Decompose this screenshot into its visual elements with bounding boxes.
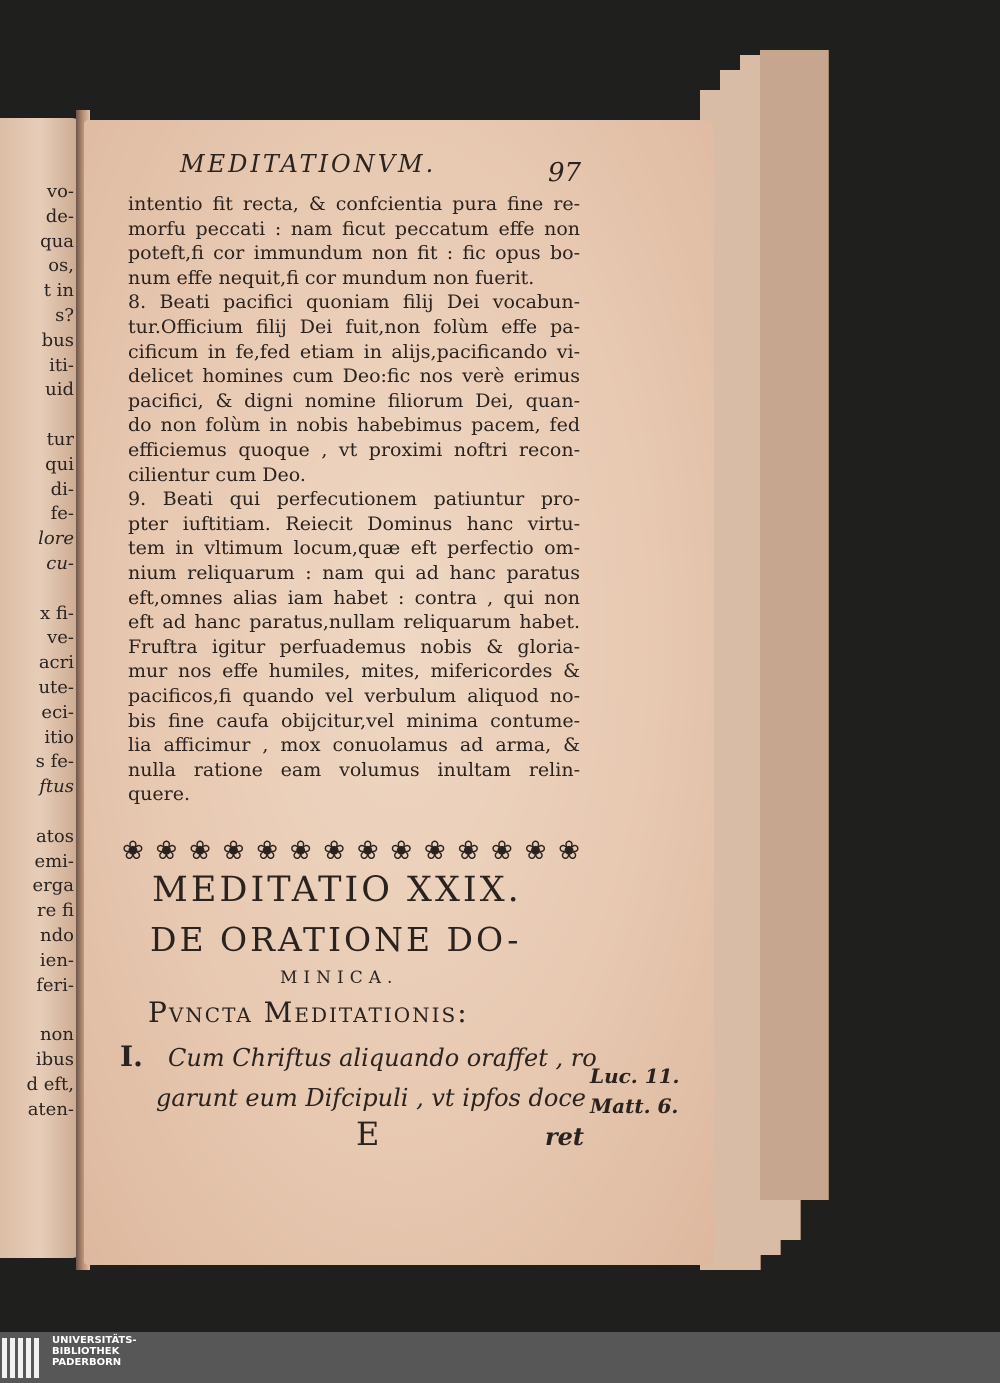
left-page-line: lore xyxy=(38,528,74,550)
left-page-line: erga xyxy=(32,875,74,897)
left-page-line: x fi- xyxy=(40,602,74,624)
running-title: MEDITATIONVM. xyxy=(180,150,437,178)
body-line: tur.Officium filij Dei fuit,non folùm effe pa- xyxy=(128,316,580,338)
ornament-icon: ❀ xyxy=(256,836,278,866)
ornament-icon: ❀ xyxy=(558,836,580,866)
page-edge xyxy=(760,50,829,1200)
left-page-line: qui xyxy=(45,453,74,475)
left-page-line: ibus xyxy=(35,1049,74,1070)
left-page-line: atos xyxy=(35,825,74,847)
body-line: tem in vltimum locum,quæ eft perfectio om- xyxy=(128,537,580,560)
body-line: efficiemus quoque , vt proximi noftri recon- xyxy=(128,439,580,461)
meditation-subtitle-cont: MINICA. xyxy=(280,968,399,988)
ornament-icon: ❀ xyxy=(390,836,413,866)
body-line: quere. xyxy=(128,783,191,806)
left-page-line: aten- xyxy=(27,1098,74,1120)
signature-mark: E xyxy=(356,1115,380,1153)
body-line: delicet homines cum Deo:fic nos verè erimus xyxy=(128,365,580,388)
left-page-line: itio xyxy=(44,726,74,748)
footer-bar xyxy=(0,1332,1000,1383)
library-name xyxy=(52,1335,137,1368)
ornament-icon: ❀ xyxy=(289,836,312,866)
left-page-line: re fi xyxy=(37,900,74,922)
ornament-icon: ❀ xyxy=(423,836,446,866)
ornament-icon: ❀ xyxy=(122,836,144,866)
body-line: 8. Beati pacifici quoniam filij Dei vocabun- xyxy=(128,291,580,314)
catchword: ret xyxy=(545,1122,584,1151)
body-line: morfu peccati : nam ficut peccatum effe non xyxy=(128,217,580,240)
ornament-icon: ❀ xyxy=(323,836,346,866)
body-line: intentio fit recta, & confcientia pura fine re- xyxy=(128,193,580,215)
body-line: bis fine caufa obijcitur,vel minima contume- xyxy=(128,709,580,732)
margin-reference: Luc. 11. xyxy=(590,1064,680,1088)
left-page-line: de- xyxy=(45,205,74,227)
point-line: Cum Chriftus aliquando oraffet , ro xyxy=(168,1044,597,1072)
body-line: do non folùm in nobis habebimus pacem, fed xyxy=(128,414,580,437)
left-page xyxy=(0,118,82,1258)
ornament-icon: ❀ xyxy=(356,836,379,866)
left-page-line: uid xyxy=(45,379,74,401)
library-name-line: PADERBORN xyxy=(52,1357,122,1368)
body-line: Fruftra igitur perfuademus nobis & gloria- xyxy=(128,635,580,658)
body-line: cilientur cum Deo. xyxy=(128,463,306,486)
left-page-line: feri- xyxy=(36,974,74,996)
meditation-title: MEDITATIO XXIX. xyxy=(152,870,522,910)
ornament-icon: ❀ xyxy=(222,836,245,866)
ornament-icon: ❀ xyxy=(189,836,211,866)
left-page-line: acri xyxy=(38,652,74,674)
left-page-line: cu- xyxy=(46,553,74,574)
left-page-line: s fe- xyxy=(35,751,74,773)
puncta-heading: Pvncta Meditationis: xyxy=(148,996,469,1029)
ornament-icon: ❀ xyxy=(155,836,178,866)
body-line: nulla ratione eam volumus inultam relin- xyxy=(128,758,580,781)
left-page-line: non xyxy=(39,1024,74,1046)
ornament-icon: ❀ xyxy=(491,836,513,866)
left-page-line: vo- xyxy=(46,181,74,202)
body-line: mur nos effe humiles, mites, mifericordes & xyxy=(128,660,580,683)
body-line: lia afficimur , mox conuolamus ad arma, & xyxy=(128,734,580,757)
left-page-line: d eft, xyxy=(26,1073,74,1095)
body-line: nium reliquarum : nam qui ad hanc paratus xyxy=(128,562,580,584)
left-page-line: os, xyxy=(48,255,74,277)
body-line: 9. Beati qui perfecutionem patiuntur pro- xyxy=(128,488,580,511)
library-name-line: BIBLIOTHEK xyxy=(52,1346,120,1357)
left-page-line: fe- xyxy=(50,503,74,525)
left-page-line: s? xyxy=(55,305,74,326)
left-page-line: ve- xyxy=(47,627,74,649)
page-edges xyxy=(700,50,835,1270)
body-line: num effe nequit,fi cor mundum non fuerit. xyxy=(128,266,535,289)
ornament-icon: ❀ xyxy=(524,836,547,866)
page-number: 97 xyxy=(548,158,582,188)
body-line: eft ad hanc paratus,nullam reliquarum habet. xyxy=(128,611,580,634)
left-page-line: emi- xyxy=(34,850,74,872)
body-line: pacifici, & digni nomine filiorum Dei, quan- xyxy=(128,389,580,412)
left-page-line: ien- xyxy=(39,949,74,971)
body-line: eft,omnes alias iam habet : contra , qui non xyxy=(128,586,580,609)
left-page-line: ndo xyxy=(40,925,74,946)
body-line: pter iuftitiam. Reiecit Dominus hanc virtu- xyxy=(128,512,580,535)
meditation-subtitle: DE ORATIONE DO- xyxy=(150,920,522,959)
left-page-line: tur xyxy=(46,429,74,450)
ornament-icon: ❀ xyxy=(457,836,480,866)
library-logo-icon xyxy=(2,1334,46,1382)
ornamental-divider xyxy=(122,832,580,870)
library-name-line: UNIVERSITÄTS- xyxy=(52,1335,137,1346)
left-page-line: iti- xyxy=(49,354,74,376)
left-page-line: t in xyxy=(43,280,74,302)
left-page-line: ftus xyxy=(39,776,74,798)
left-page-line: bus xyxy=(41,329,74,351)
point-number: I. xyxy=(120,1040,143,1073)
body-line: poteft,fi cor immundum non fit : fic opus bo- xyxy=(128,242,580,265)
margin-reference: Matt. 6. xyxy=(590,1094,679,1118)
body-line: pacificos,fi quando vel verbulum aliquod no- xyxy=(128,685,580,707)
left-page-line: qua xyxy=(40,230,74,252)
left-page-line: ute- xyxy=(38,677,74,698)
left-page-line: di- xyxy=(50,478,74,500)
left-page-line: eci- xyxy=(41,701,74,723)
body-line: cificum in fe,fed etiam in alijs,pacificando vi- xyxy=(128,340,580,363)
point-line: garunt eum Difcipuli , vt ipfos doce xyxy=(156,1084,586,1112)
